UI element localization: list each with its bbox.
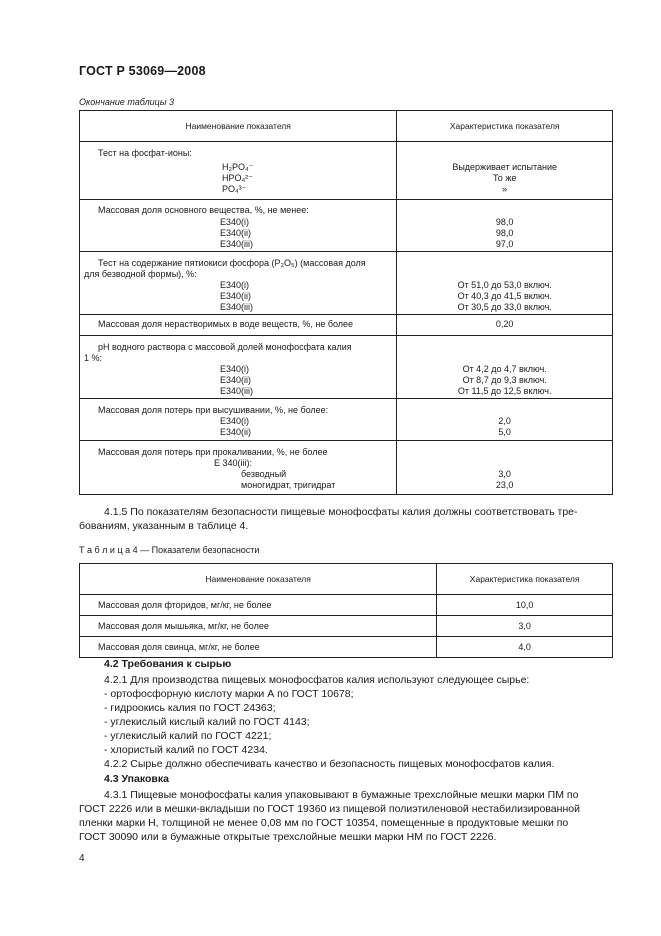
row-value: 3,0 <box>437 616 613 637</box>
row-value: 0,20 <box>495 319 514 329</box>
table-row <box>80 616 613 637</box>
row-value: 2,0 <box>498 416 511 426</box>
row-value: 97,0 <box>495 239 514 249</box>
row-label: Массовая доля мышьяка, мг/кг, не более <box>80 616 437 637</box>
list-item: - ортофосфорную кислоту марки А по ГОСТ 10678; <box>104 688 354 700</box>
row-item: Е340(i) <box>220 364 250 374</box>
row-value: От 40,3 до 41,5 включ. <box>457 291 552 301</box>
row-label: pH водного раствора с массовой долей монофосфата калия <box>98 342 352 352</box>
table-3 <box>79 110 613 495</box>
page-number: 4 <box>79 853 85 864</box>
table3-col2-header: Характеристика показателя <box>397 111 613 142</box>
row-label: Массовая доля фторидов, мг/кг, не более <box>80 595 437 616</box>
paragraph-4-1-5-line1: 4.1.5 По показателям безопасности пищевые монофосфаты калия должны соответствовать тре- <box>104 506 578 518</box>
row-item: моногидрат, тригидрат <box>241 480 336 490</box>
row-item: Е340(i) <box>220 416 250 426</box>
row-value: 98,0 <box>495 217 514 227</box>
table4-col2-header: Характеристика показателя <box>437 564 613 595</box>
table3-header-row <box>80 111 613 142</box>
row-item: безводный <box>241 469 287 479</box>
table-4 <box>79 563 613 658</box>
row-item: Е340(ii) <box>220 427 252 437</box>
paragraph-4-3-1-line: ГОСТ 2226 или в мешки-вкладыши по ГОСТ 19360 из пищевой полиэтиленовой нестабилизированной <box>79 803 580 815</box>
row-value: 98,0 <box>495 228 514 238</box>
paragraph-4-1-5-line2: бованиям, указанным в таблице 4. <box>79 520 249 532</box>
table-row <box>80 441 613 495</box>
row-item: Е340(ii) <box>220 375 252 385</box>
list-item: - гидроокись калия по ГОСТ 24363; <box>104 702 276 714</box>
list-item: - углекислый калий по ГОСТ 4221; <box>104 730 272 742</box>
row-item: Е340(iii) <box>220 386 254 396</box>
row-label: Тест на содержание пятиокиси фосфора (P₂O₅) (массовая доля <box>98 258 366 268</box>
paragraph-4-3-1-line: пленки марки Н, толщиной не менее 0,08 мм по ГОСТ 10354, помещенные в продуктовые мешки по <box>79 817 569 829</box>
row-item: Е340(iii) <box>220 302 254 312</box>
page-header-title: ГОСТ Р 53069—2008 <box>79 64 206 78</box>
table4-caption: Т а б л и ц а 4 — Показатели безопасности <box>79 545 260 555</box>
table-row <box>80 595 613 616</box>
row-label: Массовая доля потерь при высушивании, %, не более: <box>98 405 329 415</box>
row-item: Е340(iii) <box>220 239 254 249</box>
paragraph-4-2-2: 4.2.2 Сырье должно обеспечивать качество и безопасность пищевых монофосфатов калия. <box>104 758 555 770</box>
row-sublabel: Е 340(iii): <box>214 458 253 468</box>
table-row <box>80 142 613 200</box>
row-value: 5,0 <box>498 427 511 437</box>
table-row <box>80 315 613 336</box>
row-label: 1 %: <box>84 353 103 363</box>
row-value: От 30,5 до 33,0 включ. <box>457 302 552 312</box>
section-4-3-heading: 4.3 Упаковка <box>104 773 169 785</box>
table4-col1-header: Наименование показателя <box>80 564 437 595</box>
row-item: PO₄³⁻ <box>222 184 247 194</box>
row-label: Массовая доля потерь при прокаливании, %, не более <box>98 447 328 457</box>
row-label: Тест на фосфат-ионы: <box>98 148 192 158</box>
row-value: То же <box>493 173 517 183</box>
row-value: От 51,0 до 53,0 включ. <box>457 280 552 290</box>
table-row <box>80 336 613 399</box>
paragraph-4-3-1-line: ГОСТ 30090 или в бумажные открытые трехслойные мешки марки НМ по ГОСТ 2226. <box>79 831 497 843</box>
row-value: 4,0 <box>437 637 613 658</box>
row-value: Выдерживает испытание <box>452 162 558 172</box>
table-row <box>80 637 613 658</box>
row-value: » <box>502 184 508 194</box>
row-label: Массовая доля свинца, мг/кг, не более <box>80 637 437 658</box>
row-value: 23,0 <box>495 480 514 490</box>
row-label: Массовая доля нерастворимых в воде веществ, %, не более <box>98 319 354 329</box>
table3-caption: Окончание таблицы 3 <box>79 97 174 107</box>
table-row <box>80 200 613 252</box>
section-4-2-heading: 4.2 Требования к сырью <box>104 658 232 670</box>
table-row <box>80 399 613 441</box>
table-row <box>80 252 613 315</box>
list-item: - углекислый кислый калий по ГОСТ 4143; <box>104 716 310 728</box>
row-item: Е340(ii) <box>220 291 252 301</box>
row-label: Массовая доля основного вещества, %, не менее: <box>98 205 309 215</box>
table4-header-row <box>80 564 613 595</box>
row-label: для безводной формы), %: <box>84 269 197 279</box>
row-value: 10,0 <box>437 595 613 616</box>
row-item: Е340(i) <box>220 280 250 290</box>
paragraph-4-2-1: 4.2.1 Для производства пищевых монофосфатов калия используют следующее сырье: <box>104 674 530 686</box>
row-item: Е340(ii) <box>220 228 252 238</box>
row-item: HPO₄²⁻ <box>222 173 253 183</box>
table3-col1-header: Наименование показателя <box>80 111 397 142</box>
row-value: 3,0 <box>498 469 511 479</box>
row-item: Е340(i) <box>220 217 250 227</box>
list-item: - хлористый калий по ГОСТ 4234. <box>104 744 268 756</box>
paragraph-4-3-1-line: 4.3.1 Пищевые монофосфаты калия упаковывают в бумажные трехслойные мешки марки ПМ по <box>104 789 579 801</box>
row-value: От 4,2 до 4,7 включ. <box>462 364 547 374</box>
row-value: От 11,5 до 12,5 включ. <box>457 386 552 396</box>
row-value: От 8,7 до 9,3 включ. <box>462 375 547 385</box>
row-item: H₂PO₄⁻ <box>222 162 254 172</box>
